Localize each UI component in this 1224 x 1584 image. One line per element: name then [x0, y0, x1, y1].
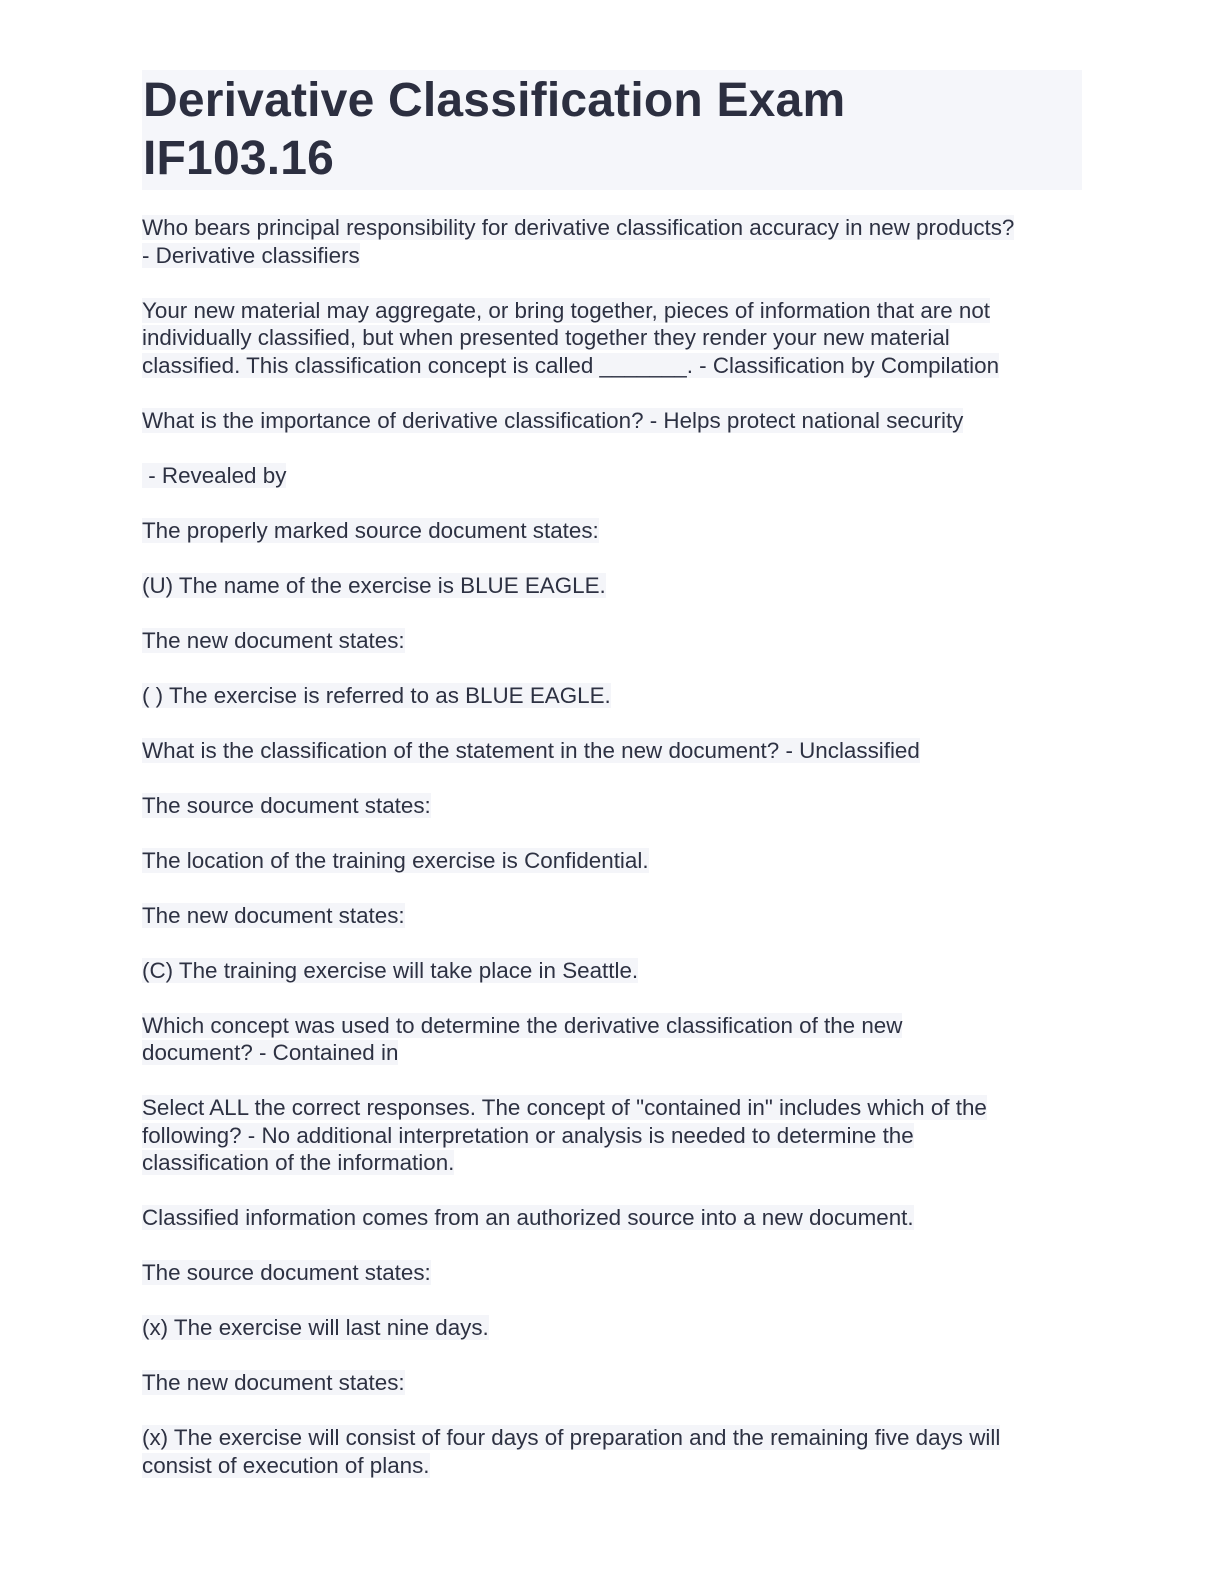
- paragraph-10: [142, 792, 1082, 820]
- paragraph-text: (C) The training exercise will take place in Seattle.: [142, 957, 639, 983]
- paragraph-1: [142, 214, 1082, 269]
- paragraph-16: [142, 1204, 1082, 1232]
- paragraph-3: [142, 407, 1082, 435]
- paragraph-9: [142, 737, 1082, 765]
- paragraph-text: What is the classification of the statement in the new document? - Unclassified: [142, 737, 920, 763]
- paragraph-text: (x) The exercise will consist of four days of preparation and the remaining five days will consist of execution of plans.: [142, 1425, 1001, 1478]
- paragraph-18: [142, 1314, 1082, 1342]
- document-page: [142, 70, 1082, 1507]
- paragraph-15: [142, 1094, 1082, 1177]
- paragraph-19: [142, 1369, 1082, 1397]
- paragraph-20: [142, 1424, 1082, 1479]
- paragraph-text: (U) The name of the exercise is BLUE EAGLE.: [142, 572, 606, 598]
- paragraph-text: The new document states:: [142, 1370, 405, 1395]
- paragraph-text: (x) The exercise will last nine days.: [142, 1315, 489, 1340]
- paragraph-text: The new document states:: [142, 627, 405, 653]
- paragraph-5: [142, 517, 1082, 545]
- paragraph-2: [142, 297, 1082, 380]
- paragraph-text: Who bears principal responsibility for derivative classification accuracy in new products? - Derivative classifiers: [142, 215, 1015, 268]
- paragraph-text: ( ) The exercise is referred to as BLUE EAGLE.: [142, 682, 611, 708]
- paragraph-text: Classified information comes from an authorized source into a new document.: [142, 1205, 914, 1230]
- paragraph-7: [142, 627, 1082, 655]
- paragraph-text: The location of the training exercise is Confidential.: [142, 847, 649, 873]
- paragraph-4: [142, 462, 1082, 490]
- paragraph-text: Select ALL the correct responses. The concept of "contained in" includes which of the following? - No additional interpretation or analysis is needed to determine the classification of the information.: [142, 1095, 987, 1175]
- paragraph-text: The new document states:: [142, 902, 405, 928]
- paragraph-17: [142, 1259, 1082, 1287]
- paragraph-text: What is the importance of derivative classification? - Helps protect national security: [142, 407, 964, 433]
- paragraph-13: [142, 957, 1082, 985]
- paragraph-text: The properly marked source document states:: [142, 517, 599, 543]
- document-title: Derivative Classification Exam IF103.16: [142, 70, 1082, 190]
- paragraph-text: The source document states:: [142, 792, 431, 818]
- paragraph-6: [142, 572, 1082, 600]
- paragraph-text: The source document states:: [142, 1260, 431, 1285]
- paragraph-8: [142, 682, 1082, 710]
- paragraph-text: - Revealed by: [142, 462, 287, 488]
- paragraph-text: Your new material may aggregate, or bring together, pieces of information that are not individually classified, but when presented together they render your new material classified. This classification concept is called _______. - Classification by Compilation: [142, 297, 1000, 378]
- paragraph-12: [142, 902, 1082, 930]
- paragraph-14: [142, 1012, 1082, 1067]
- paragraph-11: [142, 847, 1082, 875]
- paragraph-text: Which concept was used to determine the derivative classification of the new document? - Contained in: [142, 1012, 903, 1065]
